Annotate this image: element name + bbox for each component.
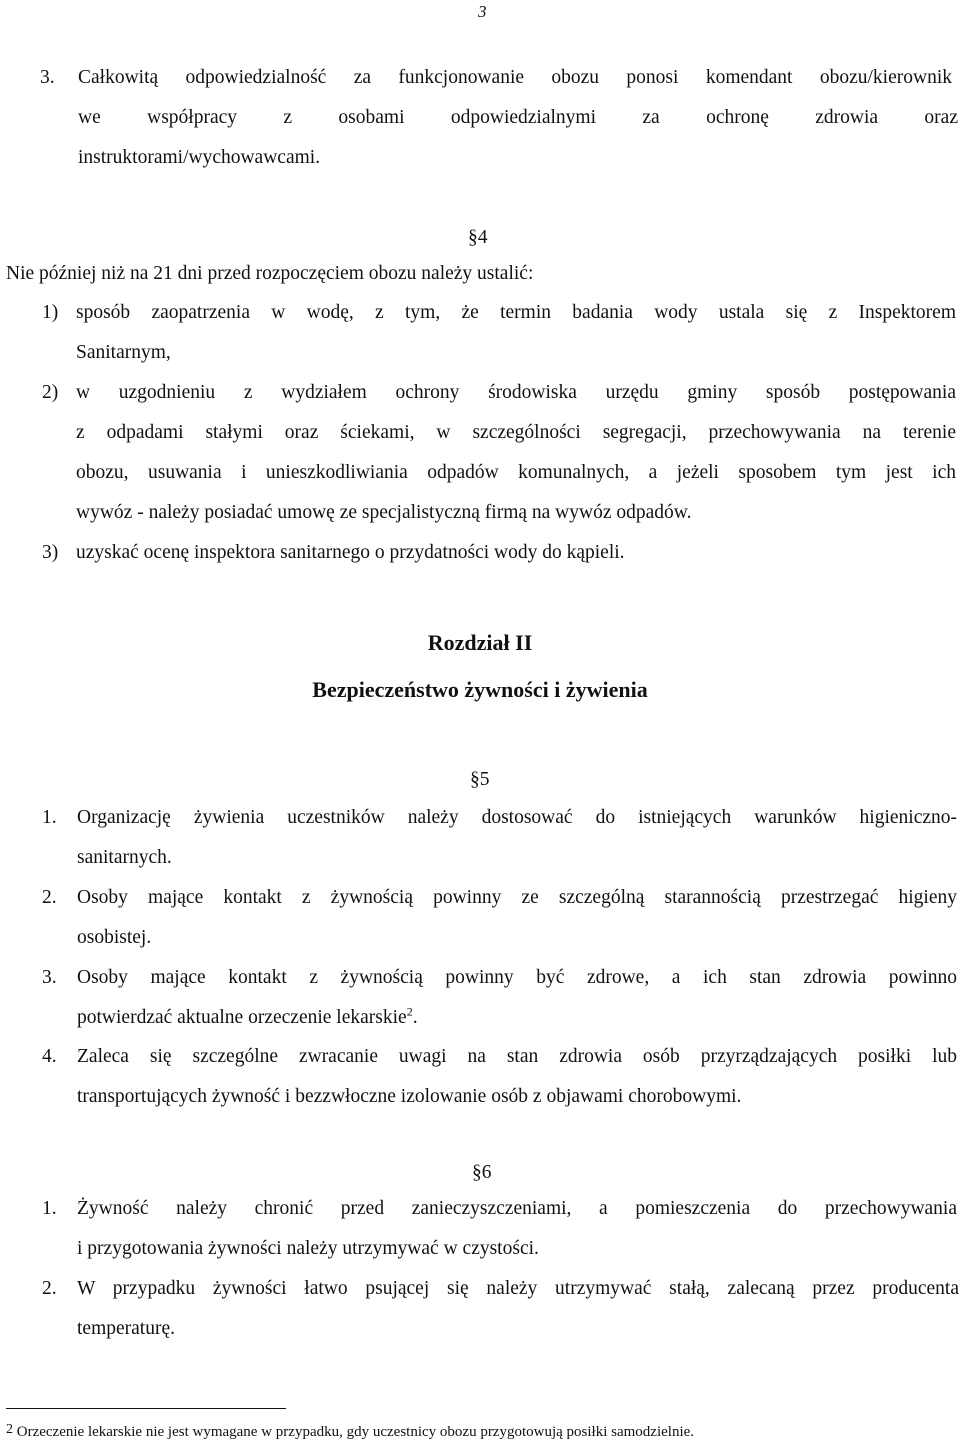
section-4-lead: Nie później niż na 21 dni przed rozpoczęciem obozu należy ustalić:: [6, 263, 534, 284]
s5-point-2-line-1: Osoby mające kontakt z żywnością powinny ze szczególną starannością przestrzegać higieny: [77, 887, 957, 908]
s5-point-4-line-1: Zaleca się szczególne zwracanie uwagi na stan zdrowia osób przyrządzających posiłki lub: [77, 1046, 957, 1067]
intro-line-3: instruktorami/wychowawcami.: [78, 147, 321, 168]
s5-point-3-text: potwierdzać aktualne orzeczenie lekarskie: [77, 1007, 407, 1028]
section-symbol: §: [468, 227, 478, 248]
s5-point-1-line-2: sanitarnych.: [77, 847, 172, 868]
s6-point-2-number: 2.: [42, 1278, 57, 1299]
footnote-separator: [6, 1408, 286, 1409]
s6-point-1-line-2: i przygotowania żywności należy utrzymywać w czystości.: [77, 1238, 539, 1259]
s5-point-3-line-1: Osoby mające kontakt z żywnością powinny być zdrowe, a ich stan zdrowia powinno: [77, 967, 957, 988]
item-1-line-1: sposób zaopatrzenia w wodę, z tym, że termin badania wody ustala się z Inspektorem: [76, 302, 956, 323]
s6-point-1-line-1: Żywność należy chronić przed zanieczyszczeniami, a pomieszczenia do przechowywania: [77, 1198, 957, 1219]
intro-line-2: we współpracy z osobami odpowiedzialnymi za ochronę zdrowia oraz: [78, 107, 958, 128]
s5-point-2-number: 2.: [42, 887, 57, 908]
section-4-heading: [468, 226, 488, 250]
s5-point-4-number: 4.: [42, 1046, 57, 1067]
item-1-number: 1): [42, 302, 59, 323]
s5-point-4-line-2: transportujących żywność i bezzwłoczne izolowanie osób z objawami chorobowymi.: [77, 1086, 742, 1107]
s5-point-2-line-2: osobistej.: [77, 927, 152, 948]
s6-point-1-number: 1.: [42, 1198, 57, 1219]
s6-point-2-line-1: W przypadku żywności łatwo psującej się należy utrzymywać stałą, zalecaną przez producenta: [77, 1278, 959, 1299]
item-2-line-4: wywóz - należy posiadać umowę ze specjalistyczną firmą na wywóz odpadów.: [76, 502, 692, 523]
s5-point-1-number: 1.: [42, 807, 57, 828]
footnote: [6, 1422, 694, 1443]
s5-point-3-number: 3.: [42, 967, 57, 988]
section-symbol: §: [470, 769, 480, 790]
section-number: 5: [479, 769, 490, 790]
intro-number: 3.: [40, 67, 55, 88]
item-2-line-1: w uzgodnieniu z wydziałem ochrony środowiska urzędu gminy sposób postępowania: [76, 382, 956, 403]
chapter-title: Rozdział II: [427, 630, 533, 655]
item-2-line-2: z odpadami stałymi oraz ściekami, w szczególności segregacji, przechowywania na terenie: [76, 422, 956, 443]
item-3-number: 3): [42, 542, 59, 563]
section-symbol: §: [472, 1162, 482, 1183]
item-3-line-1: uzyskać ocenę inspektora sanitarnego o przydatności wody do kąpieli.: [76, 542, 625, 563]
section-6-heading: [472, 1161, 492, 1185]
s5-point-3-end: .: [412, 1007, 418, 1028]
footnote-text: Orzeczenie lekarskie nie jest wymagane w przypadku, gdy uczestnicy obozu przygotowują posiłki samodzielnie.: [16, 1424, 695, 1440]
item-2-number: 2): [42, 382, 59, 403]
intro-line-1: Całkowitą odpowiedzialność za funkcjonowanie obozu ponosi komendant obozu/kierownik: [78, 67, 952, 88]
section-5-heading: [470, 768, 490, 792]
section-number: 6: [481, 1162, 492, 1183]
item-2-line-3: obozu, usuwania i unieszkodliwiania odpadów komunalnych, a jeżeli sposobem tym jest ich: [76, 462, 956, 483]
s5-point-1-line-1: Organizację żywienia uczestników należy dostosować do istniejących warunków higieniczno-: [77, 807, 957, 828]
footnote-reference: 2: [406, 1004, 413, 1019]
s6-point-2-line-2: temperaturę.: [77, 1318, 175, 1339]
item-1-line-2: Sanitarnym,: [76, 342, 171, 363]
page-number: 3: [478, 2, 487, 21]
chapter-subtitle: Bezpieczeństwo żywności i żywienia: [312, 677, 648, 702]
footnote-marker: 2: [6, 1422, 13, 1437]
s5-point-3-line-2: [77, 1006, 418, 1030]
section-number: 4: [477, 227, 488, 248]
